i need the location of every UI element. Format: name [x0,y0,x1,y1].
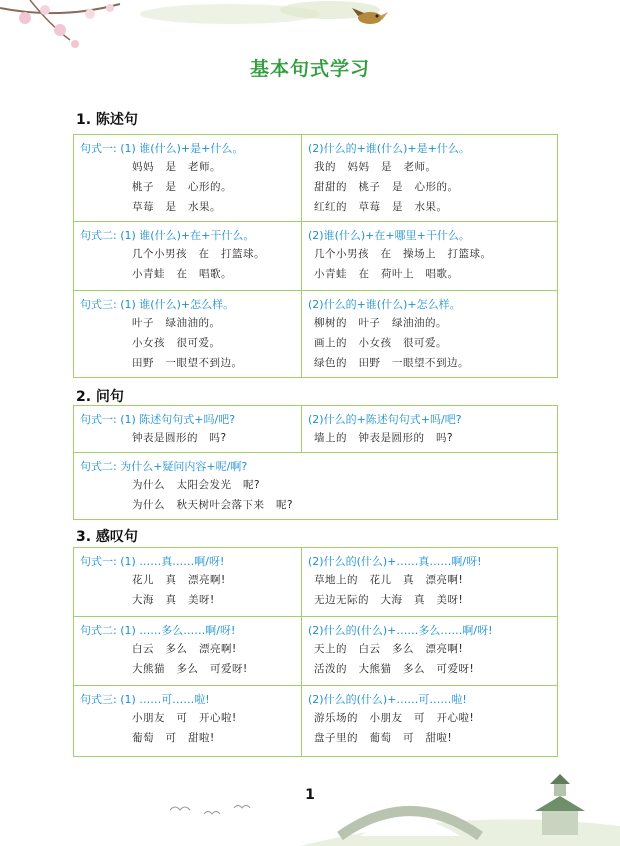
example-sentence: 游乐场的 小朋友 可 开心啦! [314,712,475,724]
example-sentence: 白云 多么 漂亮啊! [132,643,237,655]
table-row [74,291,558,378]
pattern-formula: (1) ……多么……啊/呀! [120,624,236,637]
example-sentence: 葡萄 可 甜啦! [132,732,215,744]
pattern-label: 句式三: [80,693,117,706]
section-heading-question: 2. 问句 [76,389,124,405]
pattern-label: 句式二: [80,229,117,242]
example-sentence: 大海 真 美呀! [132,594,215,606]
example-sentence: 为什么 秋天树叶会落下来 呢? [132,499,294,511]
example-sentence: 甜甜的 桃子 是 心形的。 [314,181,459,193]
table-row [74,686,558,757]
example-sentence: 小青蛙 在 唱歌。 [132,268,233,280]
example-sentence: 叶子 绿油油的。 [132,317,221,329]
exclamation-sentence-table [73,547,558,757]
pattern-formula: (1) 谁(什么)+是+什么。 [120,142,244,155]
example-sentence: 花儿 真 漂亮啊! [132,574,226,586]
example-sentence: 柳树的 叶子 绿油油的。 [314,317,448,329]
blossom-branch-decoration [0,0,380,60]
pattern-formula: (2)什么的+谁(什么)+怎么样。 [308,298,461,311]
example-sentence: 为什么 太阳会发光 呢? [132,479,261,491]
example-sentence: 无边无际的 大海 真 美呀! [314,594,464,606]
page-number: 1 [305,787,315,803]
example-sentence: 妈妈 是 老师。 [132,161,222,173]
pattern-formula: (1) ……真……啊/呀! [120,555,225,568]
example-sentence: 大熊猫 多么 可爱呀! [132,663,248,675]
pattern-label: 句式一: [80,142,117,155]
pattern-formula: (2)什么的(什么)+……多么……啊/呀! [308,624,493,637]
pattern-label: 句式二: [80,624,117,637]
example-sentence: 钟表是圆形的 吗? [132,432,227,444]
bridge-pavilion-decoration [300,766,620,846]
pattern-formula: (2)什么的+陈述句句式+吗/吧? [308,413,462,426]
example-sentence: 几个小男孩 在 打篮球。 [132,248,266,260]
example-sentence: 天上的 白云 多么 漂亮啊! [314,643,464,655]
statement-sentence-table [73,134,558,378]
example-sentence: 小朋友 可 开心啦! [132,712,237,724]
example-sentence: 桃子 是 心形的。 [132,181,233,193]
pattern-label: 句式一: [80,555,117,568]
example-sentence: 墙上的 钟表是圆形的 吗? [314,432,454,444]
example-sentence: 活泼的 大熊猫 多么 可爱呀! [314,663,475,675]
example-sentence: 绿色的 田野 一眼望不到边。 [314,357,470,369]
example-sentence: 草莓 是 水果。 [132,201,222,213]
table-row [74,222,558,291]
table-row [74,548,558,617]
pattern-label: 句式二: [80,460,117,473]
pattern-formula: (2)什么的+谁(什么)+是+什么。 [308,142,470,155]
example-sentence: 红红的 草莓 是 水果。 [314,201,448,213]
example-sentence: 盘子里的 葡萄 可 甜啦! [314,732,453,744]
flying-birds-decoration [170,800,260,820]
table-row [74,406,558,453]
table-row [74,135,558,222]
example-sentence: 田野 一眼望不到边。 [132,357,243,369]
pattern-formula: (2)谁(什么)+在+哪里+干什么。 [308,229,470,242]
section-heading-exclamation: 3. 感叹句 [76,529,138,545]
pattern-formula: 为什么+疑问内容+呢/啊? [120,460,248,473]
pattern-formula: (1) 陈述句句式+吗/吧? [120,413,236,426]
page-title: 基本句式学习 [249,58,370,80]
pattern-label: 句式三: [80,298,117,311]
pattern-label: 句式一: [80,413,117,426]
table-row [74,453,558,520]
pattern-formula: (1) ……可……啦! [120,693,210,706]
pattern-formula: (1) 谁(什么)+在+干什么。 [120,229,255,242]
table-row [74,617,558,686]
example-sentence: 草地上的 花儿 真 漂亮啊! [314,574,464,586]
bird-icon [350,4,390,30]
pattern-formula: (1) 谁(什么)+怎么样。 [120,298,235,311]
question-sentence-table [73,405,558,520]
section-heading-statement: 1. 陈述句 [76,112,138,128]
example-sentence: 画上的 小女孩 很可爱。 [314,337,448,349]
example-sentence: 我的 妈妈 是 老师。 [314,161,437,173]
example-sentence: 小女孩 很可爱。 [132,337,221,349]
pattern-formula: (2)什么的(什么)+……真……啊/呀! [308,555,482,568]
pattern-formula: (2)什么的(什么)+……可……啦! [308,693,467,706]
example-sentence: 几个小男孩 在 操场上 打篮球。 [314,248,492,260]
example-sentence: 小青蛙 在 荷叶上 唱歌。 [314,268,459,280]
